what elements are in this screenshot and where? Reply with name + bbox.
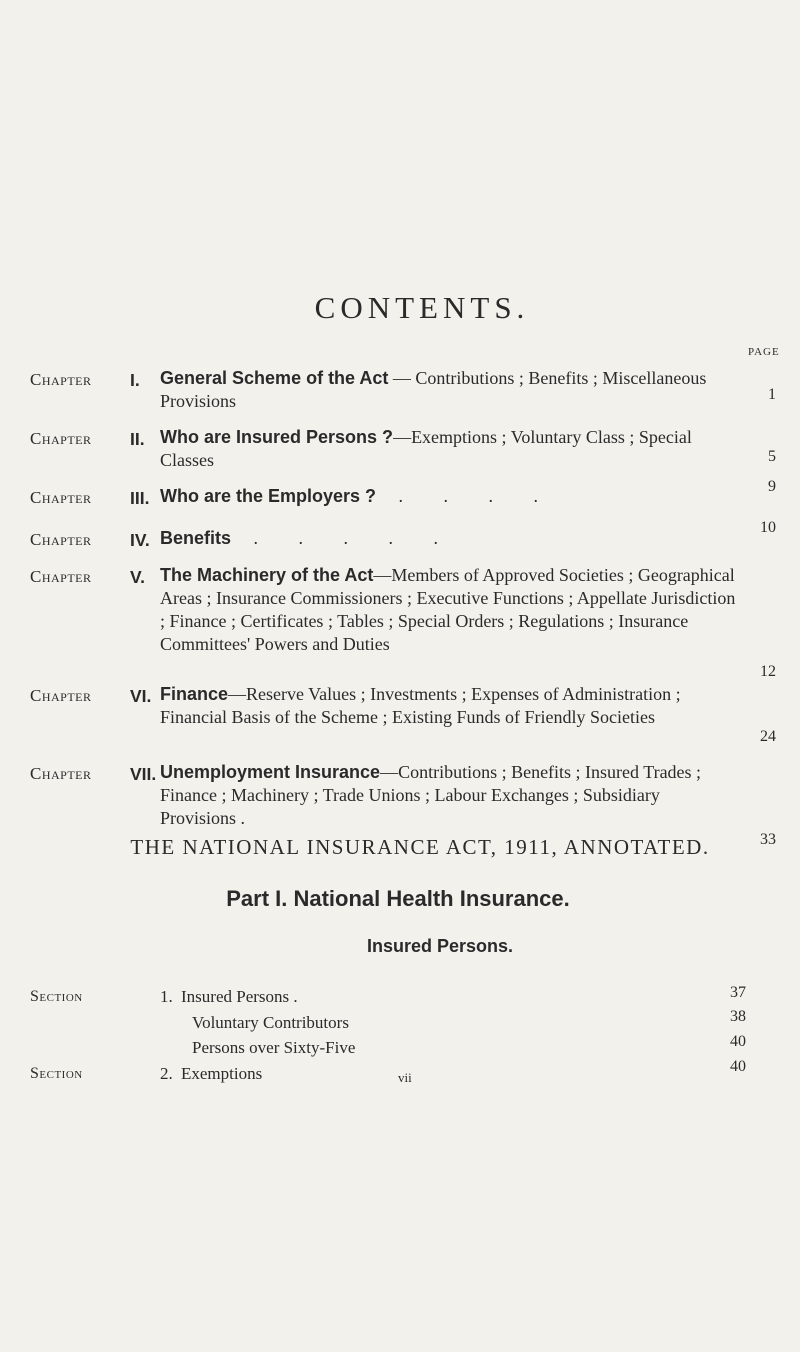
page-number: 40 [730, 1033, 746, 1050]
page-number: 12 [760, 663, 776, 680]
chapter-text [160, 527, 740, 550]
chapter-number: VI. [130, 686, 152, 706]
section-text: Exemptions [181, 1064, 263, 1083]
chapter-text [160, 485, 740, 508]
page-number: 1 [768, 386, 776, 403]
page-number: 9 [768, 478, 776, 495]
page-number: 5 [768, 448, 776, 465]
contents-title: CONTENTS. [314, 290, 530, 325]
section-group-title: Insured Persons. [366, 936, 514, 956]
chapter-title: Finance [160, 684, 229, 704]
chapter-number: II. [130, 429, 145, 449]
leader-dots: . . . . [376, 486, 557, 506]
chapter-title: Benefits [160, 528, 232, 548]
page-number: 37 [730, 984, 746, 1001]
section-number: 2. [160, 1064, 173, 1083]
chapter-number: V. [130, 567, 145, 587]
chapter-subtopics: —Contributions ; Benefits ; Insured Trades ; Finance ; Machinery ; Trade Unions ; Labour Exchanges ; Subsidiary Provisions . [160, 762, 702, 828]
part-title: Part I. National Health Insurance. [226, 886, 570, 911]
section-text: Persons over Sixty-Five [192, 1038, 356, 1057]
chapter-subtopics: —Exemptions ; Voluntary Class ; Special Classes [160, 427, 692, 470]
chapter-title: The Machinery of the Act [160, 565, 374, 585]
chapter-label: Chapter [30, 567, 92, 586]
chapter-label: Chapter [30, 530, 92, 549]
chapter-label: Chapter [30, 429, 92, 448]
page-number: 24 [760, 728, 776, 745]
leader-dots: . . . . . [231, 528, 457, 548]
section-text: Voluntary Contributors [192, 1013, 349, 1032]
chapter-subtopics: —Reserve Values ; Investments ; Expenses of Administration ; Financial Basis of the Scheme ; Existing Funds of Friendly Societies [160, 684, 681, 727]
section-label: Section [30, 1065, 83, 1082]
chapter-subtopics: —Members of Approved Societies ; Geographical Areas ; Insurance Commissioners ; Executive Functions ; Appellate Jurisdiction ; Finance ; Certificates ; Tables ; Special Orders ; Regulations ; Insurance Committees' Powers and Duties [160, 565, 736, 654]
chapter-number: I. [130, 370, 140, 390]
chapter-title: Who are Insured Persons ? [160, 427, 394, 447]
chapter-title: Unemployment Insurance [160, 762, 381, 782]
page-number: 40 [730, 1058, 746, 1075]
chapter-number: IV. [130, 530, 150, 550]
chapter-title: General Scheme of the Act [160, 368, 389, 388]
chapter-label: Chapter [30, 764, 92, 783]
page-number: 33 [760, 831, 776, 848]
page-number: 38 [730, 1008, 746, 1025]
section-number: 1. [160, 987, 173, 1006]
chapter-text [160, 683, 740, 729]
chapter-label: Chapter [30, 488, 92, 507]
section-text: Insured Persons . [181, 987, 298, 1006]
act-title: THE NATIONAL INSURANCE ACT, 1911, ANNOTATED. [130, 835, 710, 859]
chapter-subtopics: — Contributions ; Benefits ; Miscellaneous Provisions [160, 368, 707, 411]
chapter-text [160, 367, 740, 413]
chapter-label: Chapter [30, 686, 92, 705]
chapter-text [160, 761, 740, 830]
chapter-number: III. [130, 488, 150, 508]
chapter-number: VII. [130, 764, 157, 784]
page-column-heading: PAGE [748, 346, 780, 358]
chapter-title: Who are the Employers ? [160, 486, 377, 506]
section-label: Section [30, 988, 83, 1005]
chapter-text [160, 564, 740, 656]
page-number: 10 [760, 519, 776, 536]
chapter-text [160, 426, 740, 472]
page-folio: vii [398, 1070, 412, 1085]
chapter-label: Chapter [30, 370, 92, 389]
